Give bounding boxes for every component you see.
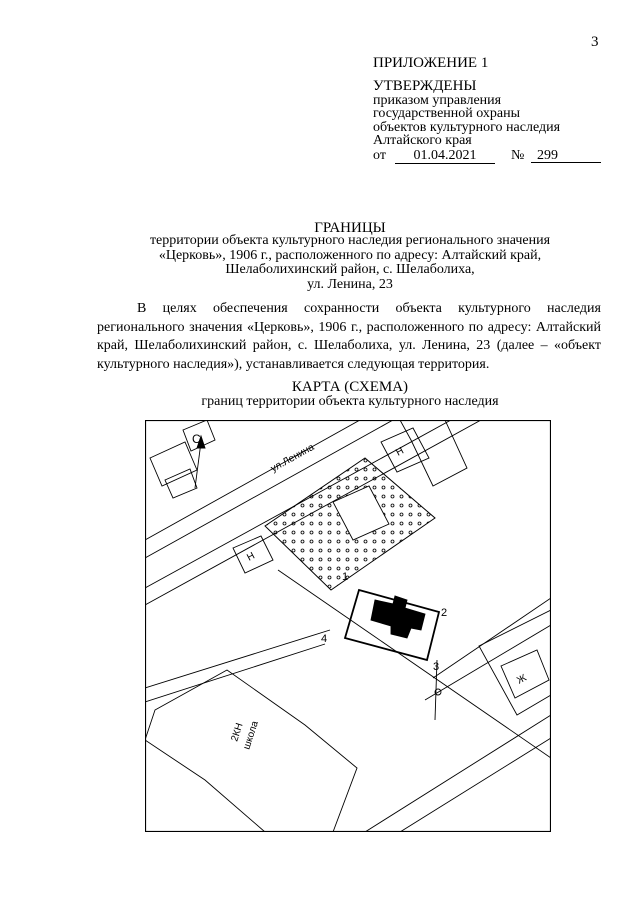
- street-line: [365, 715, 551, 832]
- building-label: Н: [394, 445, 406, 459]
- body-paragraph: В целях обеспечения сохранности объекта культурного наследия регионального значения «Церковь», 1906 г., расположенного по адресу: Алтайский край, Шелаболихинский район, с. Шелаболиха, ул. Ленина, 23 (далее – «объект культурного наследия»), устанавливается следующая территория.: [97, 301, 601, 372]
- building-outline: [165, 469, 197, 498]
- point-label: 2: [441, 607, 448, 619]
- school-label: 2КН: [229, 721, 246, 743]
- page-number: 3: [591, 34, 599, 50]
- subtitle-line: ул. Ленина, 23: [307, 276, 393, 292]
- subtitle-line: Шелаболихинский район, с. Шелаболиха,: [225, 262, 475, 277]
- building-label: Н: [245, 550, 257, 564]
- boundary-map: [145, 420, 551, 832]
- approval-block: [373, 80, 560, 148]
- church-building: [371, 596, 425, 638]
- order-date: 01.04.2021: [395, 148, 495, 164]
- school-label: школа: [241, 719, 261, 751]
- street-line: [433, 598, 551, 678]
- street-label: ул.Ленина: [269, 441, 317, 475]
- subtitle-line: территории объекта культурного наследия регионального значения: [149, 233, 551, 248]
- date-prefix: от: [373, 148, 386, 163]
- street-line: [145, 644, 325, 702]
- approval-line: объектов культурного наследия: [373, 119, 561, 135]
- document-subtitle: [100, 234, 600, 292]
- document-title: ГРАНИЦЫ: [314, 220, 386, 236]
- order-line: [373, 148, 603, 166]
- map-title: КАРТА (СХЕМА): [291, 379, 409, 395]
- appendix-title: ПРИЛОЖЕНИЕ 1: [373, 55, 489, 71]
- subtitle-line: «Церковь», 1906 г., расположенного по адресу: Алтайский край,: [158, 247, 542, 263]
- approval-heading: УТВЕРЖДЕНЫ: [373, 78, 477, 94]
- street-line: [278, 570, 551, 758]
- building-label: Ж: [515, 672, 529, 687]
- point-label: 3: [433, 661, 440, 673]
- approval-line: приказом управления: [373, 92, 502, 108]
- building-outline: [479, 610, 551, 715]
- number-prefix: №: [511, 148, 525, 163]
- point-label: 1: [342, 571, 349, 583]
- approval-line: Алтайского края: [373, 133, 472, 148]
- street-line: [145, 630, 330, 688]
- approval-line: государственной охраны: [373, 106, 521, 121]
- order-number: 299: [531, 148, 601, 163]
- street-line: [400, 738, 551, 832]
- map-subtitle: границ территории объекта культурного наследия: [201, 394, 499, 409]
- point-label: 4: [321, 633, 328, 645]
- building-outline: [381, 428, 429, 472]
- building-outline: [501, 650, 549, 698]
- north-label: С: [192, 432, 201, 446]
